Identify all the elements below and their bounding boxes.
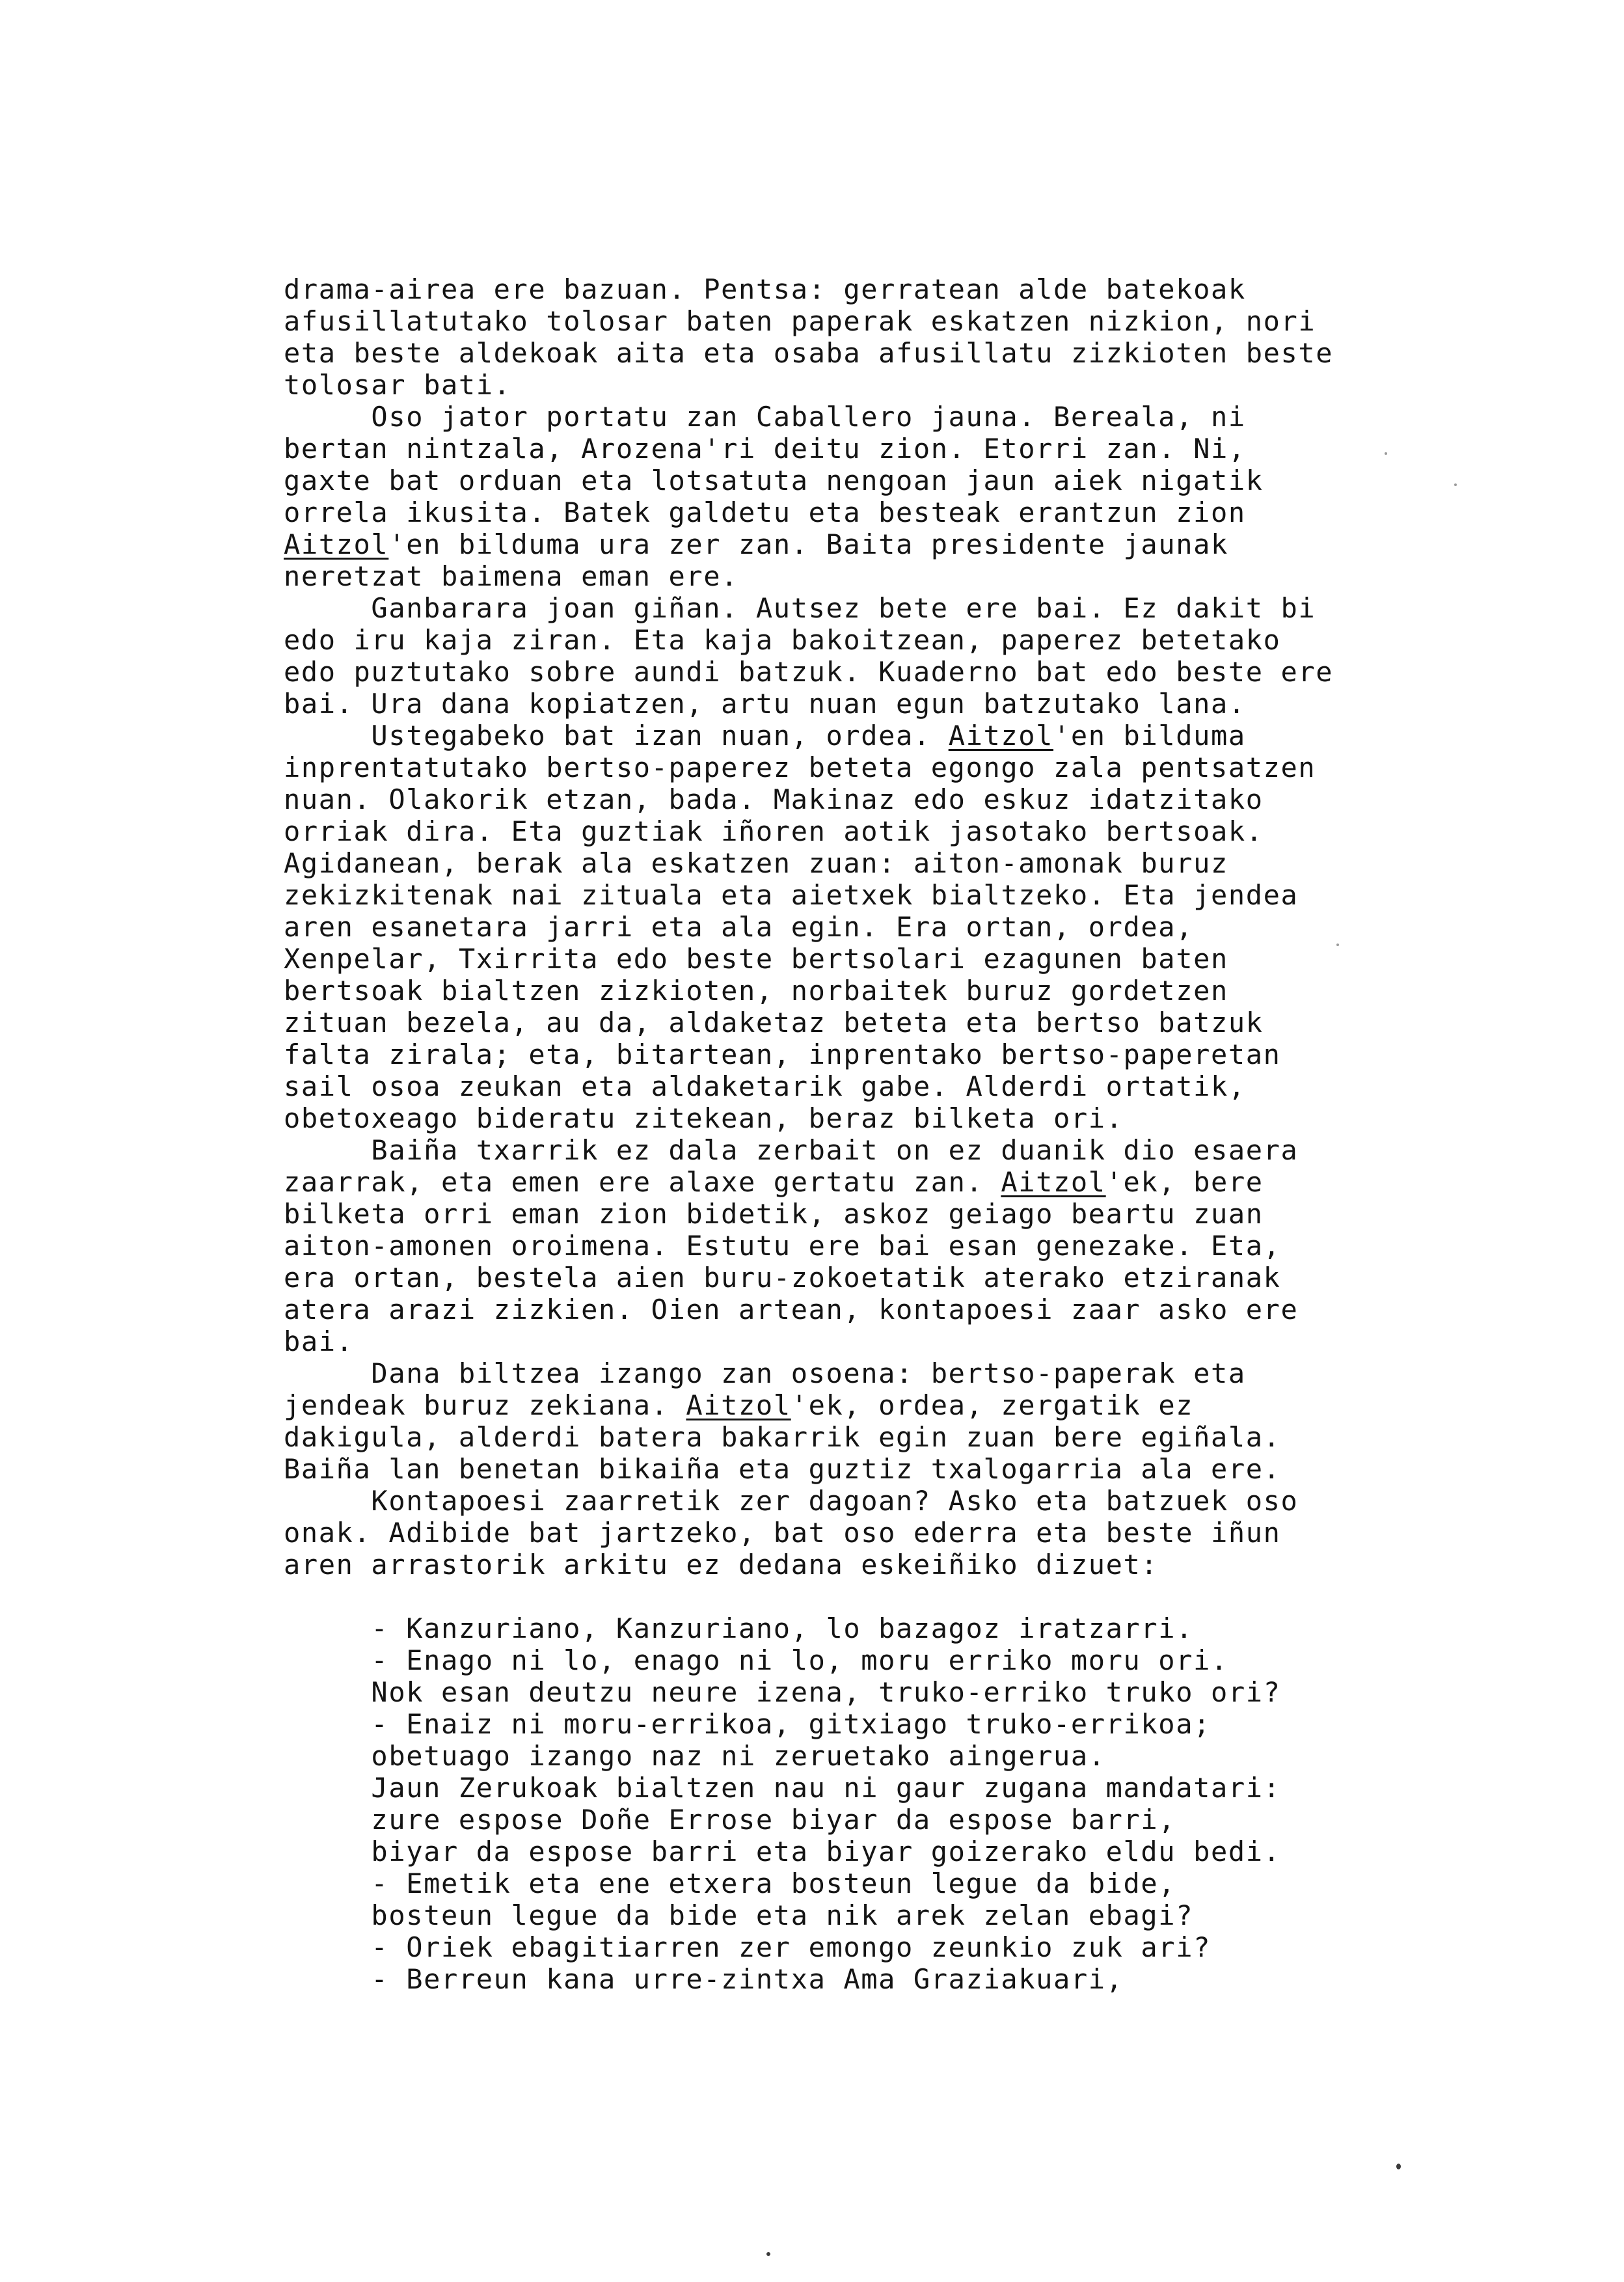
text-line [284,1453,1487,1485]
text-line [284,943,1487,975]
text-segment: onak. Adibide bat jartzeko, bat oso ederra eta beste iñun [284,1517,1281,1549]
text-line [284,337,1487,369]
text-segment: dakigula, alderdi batera bakarrik egin zuan bere egiñala. [284,1421,1281,1453]
text-line [284,1421,1487,1453]
text-line [284,720,1487,752]
text-line [284,1931,1487,1963]
text-line [284,1644,1487,1676]
underlined-name: Aitzol [284,528,389,560]
text-segment: Oso jator portatu zan Caballero jauna. Bereala, ni [284,401,1246,433]
text-segment: falta zirala; eta, bitartean, inprentako bertso-paperetan [284,1039,1281,1070]
text-line [284,528,1487,560]
text-segment: bilketa orri eman zion bidetik, askoz geiago beartu zuan [284,1198,1264,1230]
text-segment: Baiña txarrik ez dala zerbait on ez duanik dio esaera [284,1134,1299,1166]
text-segment: Nok esan deutzu neure izena, truko-erriko truko ori? [284,1676,1281,1708]
text-segment: Baiña lan benetan bikaiña eta guztiz txalogarria ala ere. [284,1453,1281,1485]
text-segment: nuan. Olakorik etzan, bada. Makinaz edo eskuz idatzitako [284,783,1264,815]
text-line [284,1357,1487,1389]
text-segment: era ortan, bestela aien buru-zokoetatik aterako etziranak [284,1262,1281,1294]
text-segment: bertan nintzala, Arozena'ri deitu zion. Etorri zan. Ni, [284,433,1246,465]
text-segment: aren arrastorik arkitu ez dedana eskeiñiko dizuet: [284,1549,1159,1581]
text-segment: Xenpelar, Txirrita edo beste bertsolari ezagunen baten [284,943,1228,975]
text-line [284,1517,1487,1549]
text-segment: - Enago ni lo, enago ni lo, moru erriko moru ori. [284,1644,1228,1676]
page-speck [1385,452,1387,455]
text-line [284,465,1487,496]
text-segment: neretzat baimena eman ere. [284,560,739,592]
text-segment: Kontapoesi zaarretik zer dagoan? Asko eta batzuek oso [284,1485,1299,1517]
text-segment: gaxte bat orduan eta lotsatuta nengoan jaun aiek nigatik [284,465,1264,496]
text-segment: - Kanzuriano, Kanzuriano, lo bazagoz iratzarri. [284,1612,1194,1644]
text-line [284,369,1487,401]
text-line [284,592,1487,624]
text-segment: - Emetik eta ene etxera bosteun legue da bide, [284,1868,1176,1899]
document-body [284,273,1487,1995]
text-line [284,1198,1487,1230]
underlined-name: Aitzol [948,720,1054,752]
text-line [284,1868,1487,1899]
text-segment: 'ek, bere [1105,1166,1264,1198]
text-segment: zituan bezela, au da, aldaketaz beteta eta bertso batzuk [284,1007,1264,1039]
text-segment: - Berreun kana urre-zintxa Ama Graziakuari, [284,1963,1124,1995]
text-segment: Ustegabeko bat izan nuan, ordea. [284,720,949,752]
page-speck [1336,944,1339,946]
text-segment: 'en bilduma [1053,720,1246,752]
text-line [284,911,1487,943]
text-segment: 'ek, ordea, zergatik ez [791,1389,1194,1421]
text-line [284,560,1487,592]
text-line [284,1166,1487,1198]
text-segment: aiton-amonen oroimena. Estutu ere bai esan genezake. Eta, [284,1230,1281,1262]
text-segment: sail osoa zeukan eta aldaketarik gabe. Alderdi ortatik, [284,1070,1246,1102]
text-segment: obetoxeago bideratu zitekean, beraz bilketa ori. [284,1102,1124,1134]
text-line [284,1740,1487,1772]
text-segment: aren esanetara jarri eta ala egin. Era ortan, ordea, [284,911,1194,943]
text-segment: edo iru kaja ziran. Eta kaja bakoitzean, paperez betetako [284,624,1281,656]
text-line [284,688,1487,720]
text-segment: orriak dira. Eta guztiak iñoren aotik jasotako bertsoak. [284,815,1264,847]
text-line [284,1007,1487,1039]
text-segment: bai. Ura dana kopiatzen, artu nuan egun batzutako lana. [284,688,1246,720]
text-line [284,815,1487,847]
text-segment: drama-airea ere bazuan. Pentsa: gerratean alde batekoak [284,273,1246,305]
text-segment: zure espose Doñe Errose biyar da espose barri, [284,1804,1176,1836]
text-line [284,305,1487,337]
text-segment: obetuago izango naz ni zeruetako aingerua. [284,1740,1106,1772]
text-segment: - Enaiz ni moru-errikoa, gitxiago truko-errikoa; [284,1708,1211,1740]
text-segment: jendeak buruz zekiana. [284,1389,686,1421]
page-speck [1454,483,1457,486]
text-line [284,1230,1487,1262]
text-line [284,401,1487,433]
text-line [284,1485,1487,1517]
text-segment: bosteun legue da bide eta nik arek zelan ebagi? [284,1899,1194,1931]
text-segment: atera arazi zizkien. Oien artean, kontapoesi zaar asko ere [284,1294,1299,1325]
text-line [284,624,1487,656]
text-segment: bai. [284,1325,354,1357]
text-line [284,847,1487,879]
text-line [284,752,1487,783]
text-segment: - Oriek ebagitiarren zer emongo zeunkio zuk ari? [284,1931,1211,1963]
text-line [284,273,1487,305]
text-line [284,1102,1487,1134]
text-line [284,1836,1487,1868]
text-segment: zaarrak, eta emen ere alaxe gertatu zan. [284,1166,1001,1198]
text-segment: Agidanean, berak ala eskatzen zuan: aiton-amonak buruz [284,847,1228,879]
text-segment: 'en bilduma ura zer zan. Baita presidente jaunak [388,528,1228,560]
text-line [284,1294,1487,1325]
text-segment: afusillatutako tolosar baten paperak eskatzen nizkion, nori [284,305,1316,337]
text-segment: bertsoak bialtzen zizkioten, norbaitek buruz gordetzen [284,975,1228,1007]
text-line [284,879,1487,911]
text-line [284,1134,1487,1166]
text-line [284,1612,1487,1644]
text-line [284,1070,1487,1102]
text-segment: edo puztutako sobre aundi batzuk. Kuaderno bat edo beste ere [284,656,1334,688]
text-line [284,975,1487,1007]
text-line [284,1804,1487,1836]
text-line [284,433,1487,465]
text-segment: Ganbarara joan giñan. Autsez bete ere bai. Ez dakit bi [284,592,1316,624]
text-line [284,1039,1487,1070]
underlined-name: Aitzol [1001,1166,1106,1198]
text-line [284,1325,1487,1357]
text-line [284,1708,1487,1740]
text-segment: biyar da espose barri eta biyar goizerako eldu bedi. [284,1836,1281,1868]
text-line [284,1389,1487,1421]
text-segment: inprentatutako bertso-paperez beteta egongo zala pentsatzen [284,752,1316,783]
text-line [284,1549,1487,1581]
text-segment: zekizkitenak nai zituala eta aietxek bialtzeko. Eta jendea [284,879,1299,911]
text-line [284,1262,1487,1294]
text-line [284,1899,1487,1931]
page-speck [1396,2164,1401,2169]
text-line [284,1676,1487,1708]
text-line [284,1581,1487,1612]
text-line [284,656,1487,688]
text-segment: eta beste aldekoak aita eta osaba afusillatu zizkioten beste [284,337,1334,369]
underlined-name: Aitzol [686,1389,791,1421]
page-speck [766,2252,770,2256]
text-segment: Jaun Zerukoak bialtzen nau ni gaur zugana mandatari: [284,1772,1281,1804]
text-segment: Dana biltzea izango zan osoena: bertso-paperak eta [284,1357,1246,1389]
text-line [284,496,1487,528]
text-segment: orrela ikusita. Batek galdetu eta besteak erantzun zion [284,496,1246,528]
text-line [284,1772,1487,1804]
text-line [284,1963,1487,1995]
text-segment: tolosar bati. [284,369,511,401]
text-line [284,783,1487,815]
